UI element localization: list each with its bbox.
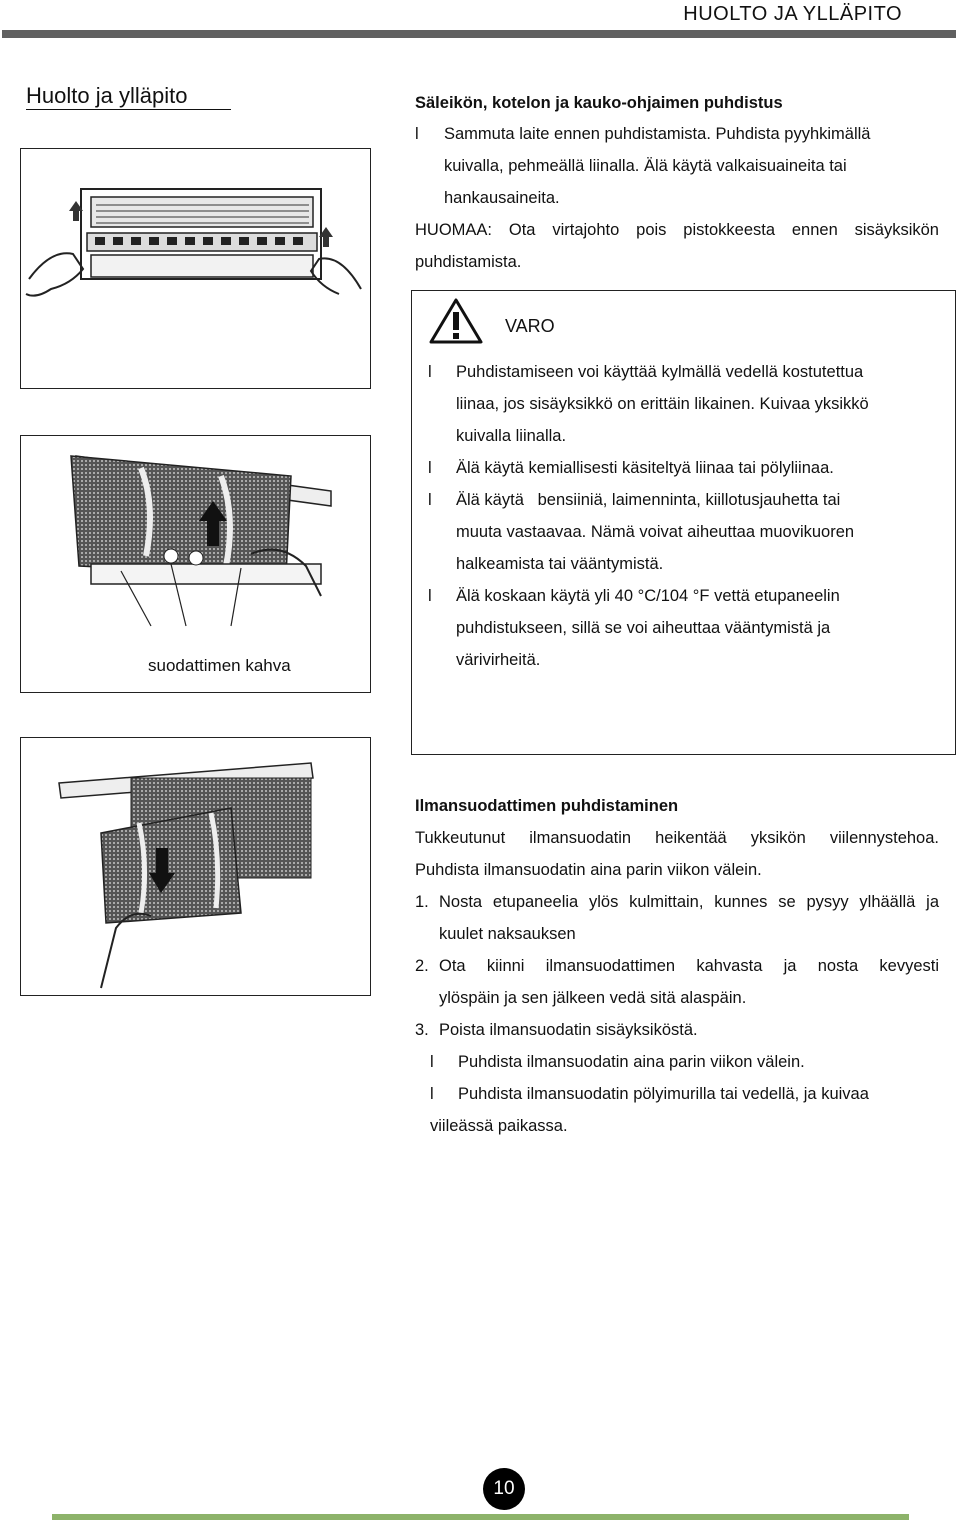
grille-heading: Säleikön, kotelon ja kauko-ohjaimen puhdistus <box>415 94 783 112</box>
warning-triangle-icon <box>428 297 484 345</box>
caution-item-line: Älä käytä kemiallisesti käsiteltyä liinaa tai pölyliinaa. <box>456 459 834 477</box>
caution-item-line: Älä koskaan käytä yli 40 °C/104 °F vettä etupaneelin <box>456 587 840 605</box>
filter-intro-line: Tukkeutunut ilmansuodatin heikentää yksikön viilennystehoa. <box>415 829 939 847</box>
caution-item-line: liinaa, jos sisäyksikkö on erittäin likainen. Kuivaa yksikkö <box>456 395 869 413</box>
caution-item-line: puhdistukseen, sillä se voi aiheuttaa vääntymistä ja <box>456 619 831 637</box>
caution-bullet-marker: l <box>428 587 432 605</box>
filter-bullet-marker: l <box>430 1053 434 1071</box>
indoor-unit-grille-illustration <box>21 149 369 387</box>
caution-item-line: värivirheitä. <box>456 651 541 669</box>
caution-title: VARO <box>505 316 555 336</box>
filter-bullet-line: Puhdista ilmansuodatin aina parin viikon välein. <box>458 1053 805 1071</box>
caution-item-line: kuivalla liinalla. <box>456 427 567 445</box>
filter-lift-illustration <box>21 436 369 656</box>
step-line: Nosta etupaneelia ylös kulmittain, kunnes se pysyy ylhäällä ja <box>439 893 939 911</box>
caution-bullet-marker: l <box>428 459 432 477</box>
filter-handle-caption: suodattimen kahva <box>148 656 291 675</box>
page-number-badge: 10 <box>483 1468 525 1510</box>
filter-intro-line: Puhdista ilmansuodatin aina parin viikon välein. <box>415 861 762 879</box>
step-number: 1. <box>415 893 429 911</box>
caution-item-line: halkeamista tai vääntymistä. <box>456 555 664 573</box>
caution-item-line: muuta vastaavaa. Nämä voivat aiheuttaa muovikuoren <box>456 523 855 541</box>
grille-text-line: hankausaineita. <box>444 189 560 207</box>
header-rule <box>2 30 956 38</box>
step-number: 2. <box>415 957 429 975</box>
caution-item-line: Puhdistamiseen voi käyttää kylmällä vedellä kostutettua <box>456 363 864 381</box>
filter-bullet-tail: viileässä paikassa. <box>430 1117 568 1135</box>
section-title-underline <box>26 109 231 110</box>
section-title: Huolto ja ylläpito <box>26 83 188 108</box>
filter-removal-figure <box>20 737 371 996</box>
caution-bullet-marker: l <box>428 363 432 381</box>
grille-note-line: puhdistamista. <box>415 253 522 271</box>
step-line: ylöspäin ja sen jälkeen vedä sitä alaspäin. <box>439 989 747 1007</box>
grille-note-line: HUOMAA: Ota virtajohto pois pistokkeesta ennen sisäyksikön <box>415 221 939 239</box>
filter-bullet-marker: l <box>430 1085 434 1103</box>
filter-pull-down-illustration <box>21 738 369 994</box>
grille-text-line: Sammuta laite ennen puhdistamista. Puhdista pyyhkimällä <box>444 125 871 143</box>
footer-rule <box>52 1514 909 1520</box>
grille-bullet-marker: l <box>415 125 419 143</box>
running-header: HUOLTO JA YLLÄPITO <box>683 3 902 25</box>
filter-bullet-line: Puhdista ilmansuodatin pölyimurilla tai vedellä, ja kuivaa <box>458 1085 869 1103</box>
filter-handle-figure <box>20 435 371 693</box>
step-number: 3. <box>415 1021 429 1039</box>
filter-heading: Ilmansuodattimen puhdistaminen <box>415 797 679 815</box>
caution-bullet-marker: l <box>428 491 432 509</box>
caution-box <box>411 290 956 755</box>
grille-cleaning-figure <box>20 148 371 389</box>
step-line: kuulet naksauksen <box>439 925 576 943</box>
step-line: Poista ilmansuodatin sisäyksiköstä. <box>439 1021 698 1039</box>
caution-item-line: Älä käytä bensiiniä, laimenninta, kiillotusjauhetta tai <box>456 491 841 509</box>
step-line: Ota kiinni ilmansuodattimen kahvasta ja nosta kevyesti <box>439 957 939 975</box>
grille-text-line: kuivalla, pehmeällä liinalla. Älä käytä valkaisuaineita tai <box>444 157 847 175</box>
